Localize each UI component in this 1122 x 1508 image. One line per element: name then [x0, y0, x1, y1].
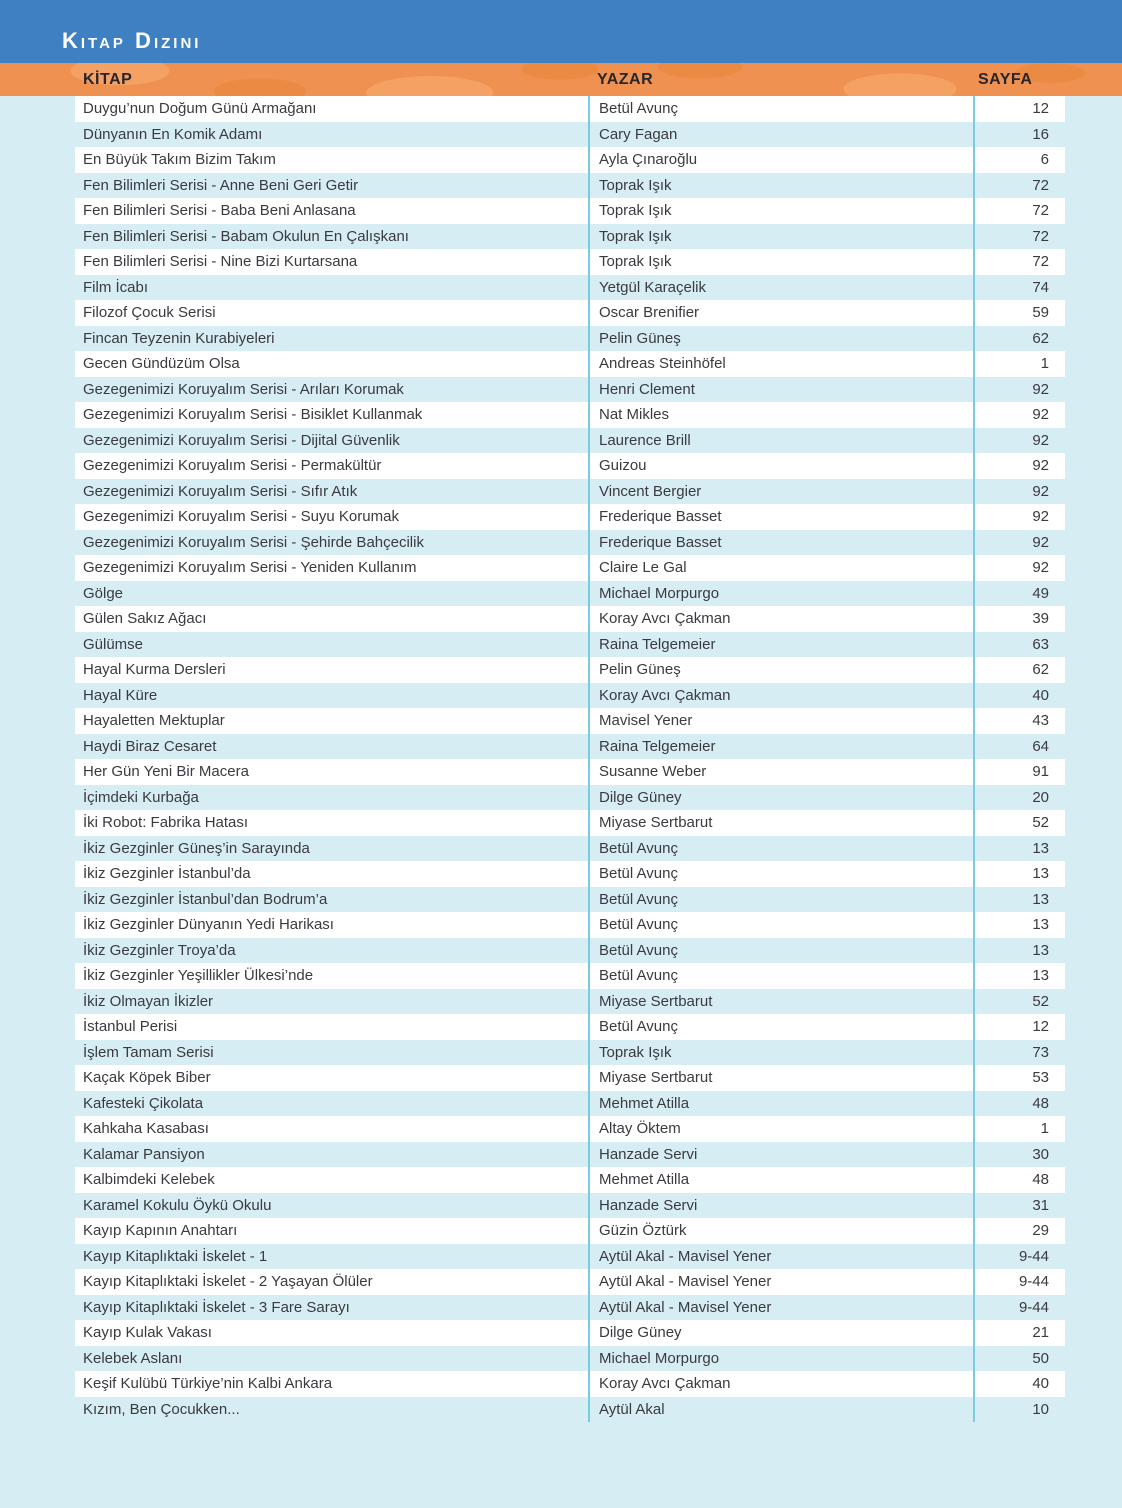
author-cell: Nat Mikles: [588, 402, 973, 428]
page-cell: 13: [973, 963, 1065, 989]
author-cell: Toprak Işık: [588, 249, 973, 275]
page-cell: 62: [973, 326, 1065, 352]
author-cell: Betül Avunç: [588, 887, 973, 913]
book-title-cell: Gezegenimizi Koruyalım Serisi - Yeniden Kullanım: [83, 559, 417, 576]
page-cell: 91: [973, 759, 1065, 785]
table-row: [75, 326, 1065, 352]
page-cell: 72: [973, 249, 1065, 275]
book-title-cell: Kayıp Kitaplıktaki İskelet - 1: [83, 1247, 268, 1265]
page-cell: 13: [973, 912, 1065, 938]
table-row: [75, 1014, 1065, 1040]
page-cell: 39: [973, 606, 1065, 632]
table-row: [75, 428, 1065, 454]
book-title-cell: Kayıp Kitaplıktaki İskelet - 2 Yaşayan Ölüler: [83, 1273, 373, 1290]
table-row: [75, 173, 1065, 199]
table-row: [75, 632, 1065, 658]
page-cell: 49: [973, 581, 1065, 607]
table-row: [75, 912, 1065, 938]
table-row: [75, 479, 1065, 505]
table-row: [75, 1269, 1065, 1295]
page-cell: 9-44: [973, 1269, 1065, 1295]
author-cell: Frederique Basset: [588, 504, 973, 530]
author-cell: Hanzade Servi: [588, 1193, 973, 1219]
author-cell: Aytül Akal: [588, 1397, 973, 1423]
table-row: [75, 453, 1065, 479]
page-cell: 29: [973, 1218, 1065, 1244]
book-title-cell: Kelebek Aslanı: [83, 1349, 183, 1367]
column-label-yazar: YAZAR: [597, 71, 654, 88]
table-row: [75, 1040, 1065, 1066]
book-title-cell: Kayıp Kitaplıktaki İskelet - 3 Fare Sarayı: [83, 1298, 350, 1316]
book-title-cell: İkiz Gezginler Troya’da: [83, 941, 236, 959]
page-cell: 9-44: [973, 1244, 1065, 1270]
author-cell: Dilge Güney: [588, 1320, 973, 1346]
author-cell: Betül Avunç: [588, 96, 973, 122]
table-row: [75, 1193, 1065, 1219]
page-cell: 13: [973, 887, 1065, 913]
book-title-cell: Hayal Küre: [83, 686, 158, 704]
page-cell: 21: [973, 1320, 1065, 1346]
table-row: [75, 734, 1065, 760]
author-cell: Betül Avunç: [588, 963, 973, 989]
table-row: [75, 122, 1065, 148]
table-row: [75, 938, 1065, 964]
page-cell: 72: [973, 173, 1065, 199]
book-title-cell: Gezegenimizi Koruyalım Serisi - Arıları Korumak: [83, 380, 404, 398]
book-table: [75, 96, 1065, 1422]
table-row: [75, 861, 1065, 887]
author-cell: Miyase Sertbarut: [588, 1065, 973, 1091]
page-cell: 40: [973, 683, 1065, 709]
book-title-cell: Gülümse: [83, 635, 144, 653]
author-cell: Cary Fagan: [588, 122, 973, 148]
author-cell: Toprak Işık: [588, 198, 973, 224]
column-header-bar: [0, 63, 1122, 96]
book-title-cell: Her Gün Yeni Bir Macera: [83, 763, 249, 780]
book-title-cell: Gölge: [83, 584, 124, 602]
book-title-cell: Gezegenimizi Koruyalım Serisi - Bisiklet Kullanmak: [83, 406, 423, 423]
page-cell: 13: [973, 861, 1065, 887]
table-row: [75, 1244, 1065, 1270]
table-row: [75, 836, 1065, 862]
book-title-cell: Kaçak Köpek Biber: [83, 1069, 211, 1086]
book-title-cell: İki Robot: Fabrika Hatası: [83, 814, 249, 831]
author-cell: Betül Avunç: [588, 836, 973, 862]
table-row: [75, 224, 1065, 250]
book-title-cell: Hayaletten Mektuplar: [83, 712, 225, 729]
book-title-cell: Kalamar Pansiyon: [83, 1145, 205, 1163]
book-title-cell: Haydi Biraz Cesaret: [83, 737, 217, 755]
table-row: [75, 504, 1065, 530]
table-row: [75, 810, 1065, 836]
author-cell: Pelin Güneş: [588, 326, 973, 352]
table-row: [75, 683, 1065, 709]
author-cell: Michael Morpurgo: [588, 581, 973, 607]
table-row: [75, 351, 1065, 377]
table-row: [75, 1320, 1065, 1346]
table-row: [75, 1065, 1065, 1091]
page-cell: 13: [973, 938, 1065, 964]
book-title-cell: Fen Bilimleri Serisi - Nine Bizi Kurtarsana: [83, 253, 358, 270]
page-cell: 63: [973, 632, 1065, 658]
page-cell: 43: [973, 708, 1065, 734]
book-title-cell: İkiz Olmayan İkizler: [83, 992, 214, 1010]
book-title-cell: Kızım, Ben Çocukken...: [83, 1400, 240, 1418]
book-title-cell: Hayal Kurma Dersleri: [83, 661, 226, 678]
column-label-kitap: KİTAP: [83, 71, 133, 88]
table-row: [75, 300, 1065, 326]
table-row: [75, 96, 1065, 122]
book-title-cell: Duygu’nun Doğum Günü Armağanı: [83, 100, 317, 117]
page-cell: 74: [973, 275, 1065, 301]
book-title-cell: Kalbimdeki Kelebek: [83, 1171, 215, 1188]
table-row: [75, 657, 1065, 683]
author-cell: Güzin Öztürk: [588, 1218, 973, 1244]
table-row: [75, 198, 1065, 224]
table-row: [75, 275, 1065, 301]
book-title-cell: Gezegenimizi Koruyalım Serisi - Dijital Güvenlik: [83, 431, 400, 449]
page-cell: 16: [973, 122, 1065, 148]
table-row: [75, 1167, 1065, 1193]
table-row: [75, 147, 1065, 173]
author-cell: Koray Avcı Çakman: [588, 1371, 973, 1397]
table-row: [75, 708, 1065, 734]
author-cell: Betül Avunç: [588, 912, 973, 938]
book-title-cell: Keşif Kulübü Türkiye’nin Kalbi Ankara: [83, 1375, 333, 1392]
table-row: [75, 606, 1065, 632]
title-bar: [0, 0, 1122, 63]
author-cell: Henri Clement: [588, 377, 973, 403]
author-cell: Oscar Brenifier: [588, 300, 973, 326]
book-title-cell: Kahkaha Kasabası: [83, 1120, 209, 1137]
page-cell: 62: [973, 657, 1065, 683]
page-cell: 10: [973, 1397, 1065, 1423]
book-title-cell: Gecen Gündüzüm Olsa: [83, 355, 240, 372]
author-cell: Mehmet Atilla: [588, 1167, 973, 1193]
book-title-cell: Filozof Çocuk Serisi: [83, 304, 216, 321]
author-cell: Toprak Işık: [588, 224, 973, 250]
page-cell: 30: [973, 1142, 1065, 1168]
author-cell: Ayla Çınaroğlu: [588, 147, 973, 173]
book-title-cell: Kayıp Kulak Vakası: [83, 1324, 212, 1341]
author-cell: Yetgül Karaçelik: [588, 275, 973, 301]
page-cell: 92: [973, 479, 1065, 505]
page-cell: 72: [973, 198, 1065, 224]
author-cell: Susanne Weber: [588, 759, 973, 785]
book-title-cell: İkiz Gezginler Güneş’in Sarayında: [83, 839, 310, 857]
book-title-cell: İstanbul Perisi: [83, 1018, 178, 1035]
book-title-cell: Gülen Sakız Ağacı: [83, 610, 207, 627]
author-cell: Pelin Güneş: [588, 657, 973, 683]
author-cell: Mavisel Yener: [588, 708, 973, 734]
book-title-cell: İkiz Gezginler Dünyanın Yedi Harikası: [83, 916, 334, 933]
author-cell: Koray Avcı Çakman: [588, 606, 973, 632]
page-cell: 64: [973, 734, 1065, 760]
page-cell: 12: [973, 1014, 1065, 1040]
author-cell: Miyase Sertbarut: [588, 810, 973, 836]
book-title-cell: En Büyük Takım Bizim Takım: [83, 151, 276, 168]
table-row: [75, 581, 1065, 607]
author-cell: Miyase Sertbarut: [588, 989, 973, 1015]
page-cell: 73: [973, 1040, 1065, 1066]
page-cell: 72: [973, 224, 1065, 250]
page-cell: 48: [973, 1167, 1065, 1193]
author-cell: Michael Morpurgo: [588, 1346, 973, 1372]
author-cell: Laurence Brill: [588, 428, 973, 454]
table-row: [75, 989, 1065, 1015]
book-title-cell: Film İcabı: [83, 278, 149, 296]
page-cell: 92: [973, 428, 1065, 454]
page-cell: 50: [973, 1346, 1065, 1372]
table-row: [75, 1346, 1065, 1372]
page-cell: 92: [973, 504, 1065, 530]
author-cell: Aytül Akal - Mavisel Yener: [588, 1269, 973, 1295]
author-cell: Raina Telgemeier: [588, 632, 973, 658]
book-title-cell: Kafesteki Çikolata: [83, 1094, 204, 1112]
book-title-cell: İçimdeki Kurbağa: [83, 788, 199, 806]
author-cell: Hanzade Servi: [588, 1142, 973, 1168]
page-cell: 52: [973, 810, 1065, 836]
page-cell: 1: [973, 1116, 1065, 1142]
author-cell: Vincent Bergier: [588, 479, 973, 505]
table-row: [75, 402, 1065, 428]
book-title-cell: Gezegenimizi Koruyalım Serisi - Suyu Korumak: [83, 508, 399, 525]
table-row: [75, 1295, 1065, 1321]
page-cell: 92: [973, 555, 1065, 581]
page-cell: 13: [973, 836, 1065, 862]
table-row: [75, 1218, 1065, 1244]
table-row: [75, 759, 1065, 785]
author-cell: Aytül Akal - Mavisel Yener: [588, 1295, 973, 1321]
book-title-cell: Dünyanın En Komik Adamı: [83, 125, 263, 143]
author-cell: Raina Telgemeier: [588, 734, 973, 760]
page-cell: 92: [973, 453, 1065, 479]
book-title-cell: İkiz Gezginler İstanbul’dan Bodrum’a: [83, 890, 328, 908]
page-cell: 31: [973, 1193, 1065, 1219]
author-cell: Koray Avcı Çakman: [588, 683, 973, 709]
page-cell: 6: [973, 147, 1065, 173]
book-title-cell: Karamel Kokulu Öykü Okulu: [83, 1196, 272, 1214]
author-cell: Frederique Basset: [588, 530, 973, 556]
table-row: [75, 963, 1065, 989]
page-cell: 59: [973, 300, 1065, 326]
table-row: [75, 249, 1065, 275]
table-row: [75, 1371, 1065, 1397]
author-cell: Mehmet Atilla: [588, 1091, 973, 1117]
table-row: [75, 530, 1065, 556]
book-title-cell: Gezegenimizi Koruyalım Serisi - Sıfır Atık: [83, 482, 358, 500]
page-cell: 20: [973, 785, 1065, 811]
book-title-cell: İkiz Gezginler Yeşillikler Ülkesi’nde: [83, 967, 314, 984]
book-title-cell: Fincan Teyzenin Kurabiyeleri: [83, 329, 275, 347]
author-cell: Aytül Akal - Mavisel Yener: [588, 1244, 973, 1270]
page-cell: 52: [973, 989, 1065, 1015]
page-cell: 9-44: [973, 1295, 1065, 1321]
book-title-cell: Gezegenimizi Koruyalım Serisi - Permakültür: [83, 457, 382, 474]
page-cell: 48: [973, 1091, 1065, 1117]
page-cell: 40: [973, 1371, 1065, 1397]
book-title-cell: İşlem Tamam Serisi: [83, 1043, 214, 1061]
table-row: [75, 555, 1065, 581]
table-row: [75, 1397, 1065, 1423]
author-cell: Betül Avunç: [588, 1014, 973, 1040]
page-cell: 53: [973, 1065, 1065, 1091]
author-cell: Guizou: [588, 453, 973, 479]
page-cell: 1: [973, 351, 1065, 377]
author-cell: Toprak Işık: [588, 1040, 973, 1066]
table-row: [75, 1116, 1065, 1142]
book-title-cell: Fen Bilimleri Serisi - Babam Okulun En Çalışkanı: [83, 227, 409, 245]
book-title-cell: Fen Bilimleri Serisi - Anne Beni Geri Getir: [83, 176, 359, 194]
book-title-cell: İkiz Gezginler İstanbul’da: [83, 865, 251, 882]
table-row: [75, 1142, 1065, 1168]
book-title-cell: Gezegenimizi Koruyalım Serisi - Şehirde Bahçecilik: [83, 533, 424, 551]
page-cell: 92: [973, 402, 1065, 428]
author-cell: Andreas Steinhöfel: [588, 351, 973, 377]
table-row: [75, 887, 1065, 913]
author-cell: Toprak Işık: [588, 173, 973, 199]
page-cell: 12: [973, 96, 1065, 122]
column-label-sayfa: SAYFA: [978, 71, 1033, 88]
table-row: [75, 1091, 1065, 1117]
author-cell: Dilge Güney: [588, 785, 973, 811]
book-title-cell: Fen Bilimleri Serisi - Baba Beni Anlasana: [83, 202, 356, 219]
table-row: [75, 785, 1065, 811]
book-title-cell: Kayıp Kapının Anahtarı: [83, 1222, 238, 1239]
author-cell: Betül Avunç: [588, 938, 973, 964]
author-cell: Claire Le Gal: [588, 555, 973, 581]
table-row: [75, 377, 1065, 403]
page-cell: 92: [973, 377, 1065, 403]
page-cell: 92: [973, 530, 1065, 556]
author-cell: Betül Avunç: [588, 861, 973, 887]
author-cell: Altay Öktem: [588, 1116, 973, 1142]
page-title: Kitap Dizini: [62, 28, 202, 53]
